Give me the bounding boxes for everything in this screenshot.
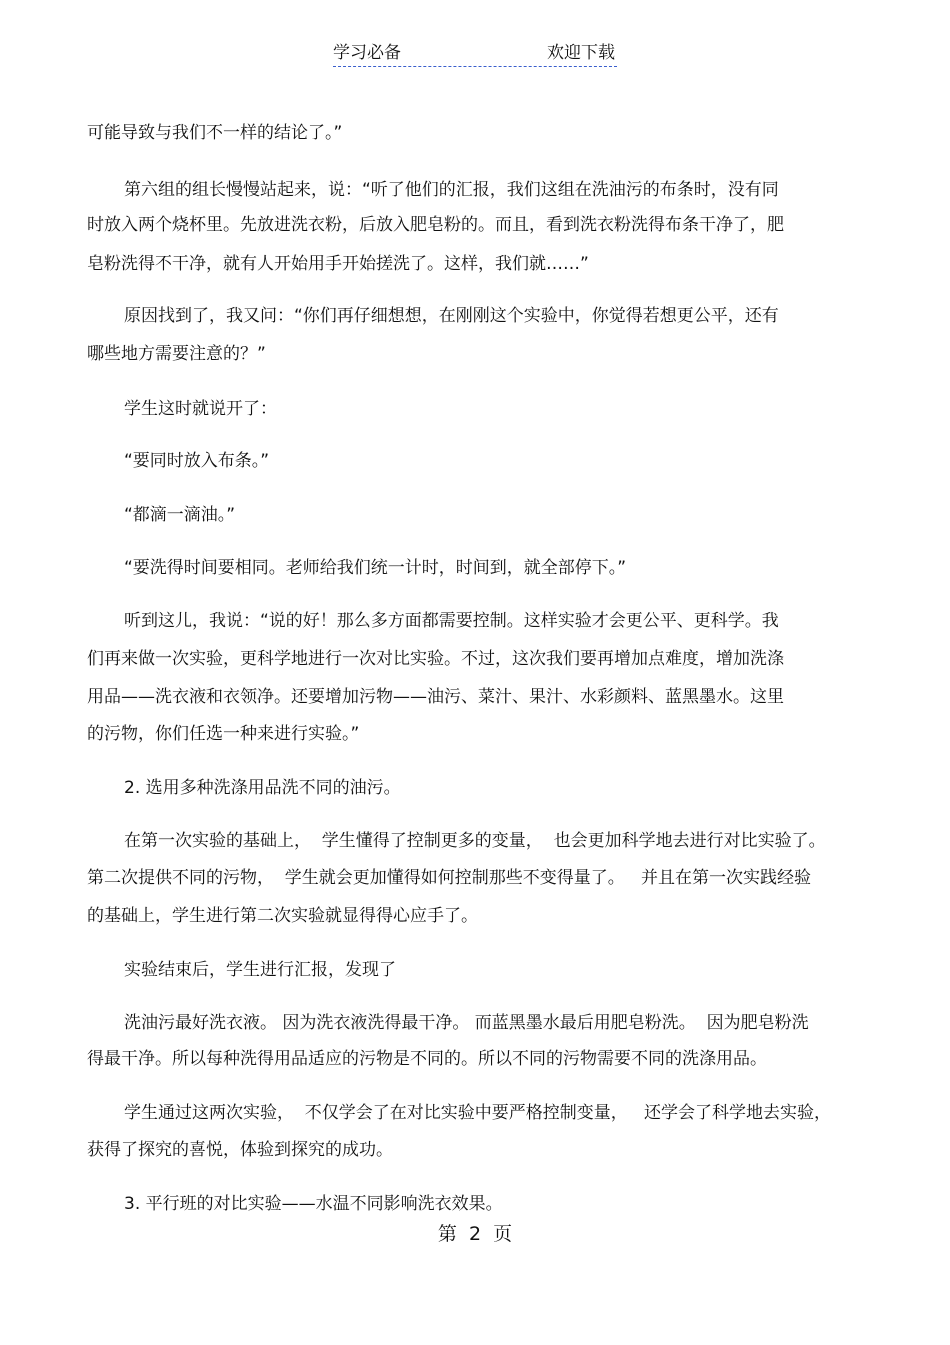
text-line: 3. 平行班的对比实验——水温不同影响洗衣效果。 (124, 1194, 503, 1214)
text-line: “要洗得时间要相同。老师给我们统一计时，时间到，就全部停下。” (124, 558, 627, 578)
text-line: 时放入两个烧杯里。先放进洗衣粉，后放入肥皂粉的。而且，看到洗衣粉洗得布条干净了，肥 (87, 215, 784, 235)
page-header (333, 42, 617, 67)
text-line: 原因找到了，我又问：“你们再仔细想想，在刚刚这个实验中，你觉得若想更公平，还有 (124, 306, 779, 326)
text-line: 2. 选用多种洗涤用品洗不同的油污。 (124, 778, 401, 798)
text-line: 听到这儿，我说：“说的好！那么多方面都需要控制。这样实验才会更公平、更科学。我 (124, 611, 779, 631)
text-line: “要同时放入布条。” (124, 451, 270, 471)
text-line: 在第一次实验的基础上， 学生懂得了控制更多的变量， 也会更加科学地去进行对比实验了。 (124, 831, 826, 851)
text-line: 的污物，你们任选一种来进行实验。” (87, 724, 360, 744)
text-line: 第六组的组长慢慢站起来，说：“听了他们的汇报，我们这组在洗油污的布条时，没有同 (124, 180, 779, 200)
text-line: 获得了探究的喜悦，体验到探究的成功。 (87, 1140, 393, 1160)
text-line: 学生通过这两次实验， 不仅学会了在对比实验中要严格控制变量， 还学会了科学地去实验， (124, 1103, 832, 1123)
text-line: 实验结束后，学生进行汇报，发现了 (124, 960, 396, 980)
text-line: 的基础上，学生进行第二次实验就显得得心应手了。 (87, 906, 478, 926)
text-line: “都滴一滴油。” (124, 505, 236, 525)
page-number: 第 2 页 (437, 1223, 513, 1245)
text-line: 得最干净。所以每种洗得用品适应的污物是不同的。所以不同的污物需要不同的洗涤用品。 (87, 1049, 767, 1069)
header-left-text: 学习必备 (333, 43, 401, 63)
text-line: 皂粉洗得不干净，就有人开始用手开始搓洗了。这样，我们就……” (87, 254, 589, 274)
header-right-text: 欢迎下载 (547, 43, 615, 63)
text-line: 学生这时就说开了： (124, 399, 277, 419)
text-line: 哪些地方需要注意的？” (87, 344, 266, 364)
text-line: 用品——洗衣液和衣领净。还要增加污物——油污、菜汁、果汁、水彩颜料、蓝黑墨水。这里 (87, 687, 784, 707)
text-line: 洗油污最好洗衣液。 因为洗衣液洗得最干净。 而蓝黑墨水最后用肥皂粉洗。 因为肥皂粉洗 (124, 1013, 809, 1033)
text-line: 第二次提供不同的污物， 学生就会更加懂得如何控制那些不变得量了。 并且在第一次实践经验 (87, 868, 812, 888)
text-line: 可能导致与我们不一样的结论了。” (87, 123, 343, 143)
text-line: 们再来做一次实验，更科学地进行一次对比实验。不过，这次我们要再增加点难度，增加洗涤 (87, 649, 784, 669)
